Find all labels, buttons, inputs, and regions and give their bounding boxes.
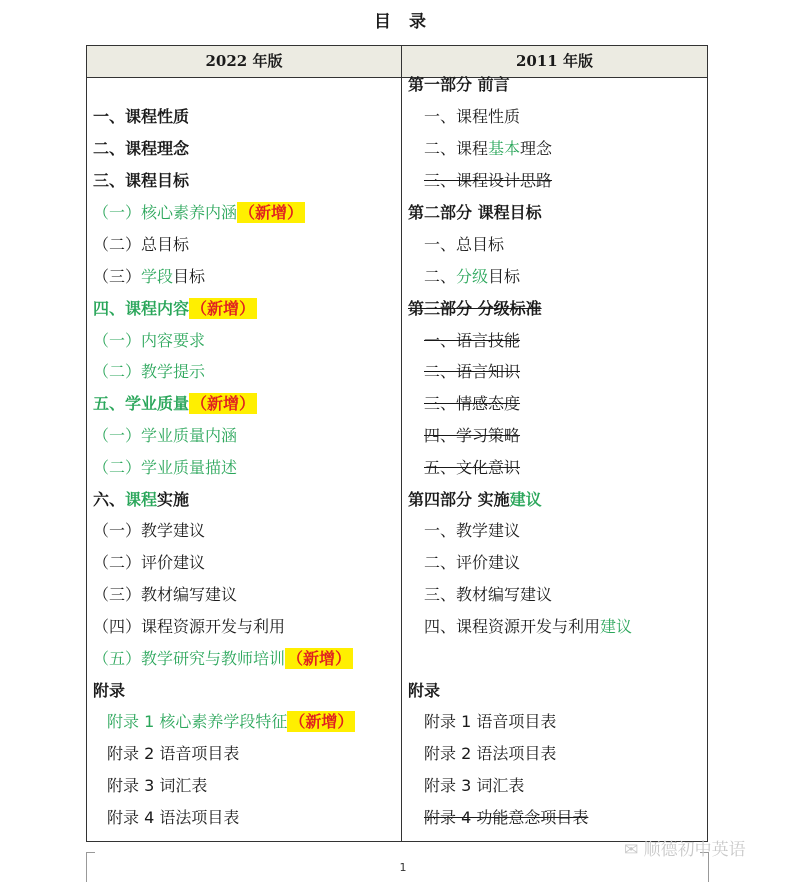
right-item-text: 附录 4 功能意念项目表 [424,808,589,827]
new-badge: （新增） [239,203,304,222]
right-item [424,709,556,735]
right-item [424,582,552,608]
left-item-text: 四、课程内容 [93,299,190,318]
toc-table [86,45,708,842]
right-item [408,487,542,513]
left-item-text: （一）教学建议 [93,521,206,540]
right-item-text: 二、课程 [424,139,489,158]
left-item [93,328,205,354]
right-item-text: 附录 2 语法项目表 [424,744,557,763]
right-item-text: 五、文化意识 [424,458,521,477]
left-item-text: 目标 [173,267,206,286]
left-item [93,518,205,544]
left-item-text: 一、课程性质 [93,107,190,126]
left-item [93,264,205,290]
left-item [93,232,189,258]
right-item [424,168,552,194]
right-item-text: 一、课程性质 [424,107,521,126]
left-item-text: 附录 2 语音项目表 [107,744,240,763]
left-item [93,423,237,449]
right-item-text: 三、教材编写建议 [424,585,553,604]
right-item [424,264,520,290]
left-item-text: 六、 [93,490,126,509]
header-2022: 2022 年版 [205,52,283,70]
right-item [424,423,520,449]
right-item [424,328,520,354]
column-divider [401,46,402,841]
right-item-text: 第二部分 课程目标 [408,203,542,222]
right-item-text: 三、情感态度 [424,394,521,413]
right-item [424,391,520,417]
left-item-text: 三、课程目标 [93,171,190,190]
left-item-text: （一）核心素养内涵 [93,203,238,222]
right-item-text: 二、 [424,267,457,286]
right-item [408,72,510,98]
left-item-text: 附录 1 核心素养学段特征 [107,712,288,731]
right-item [424,773,524,799]
new-badge: （新增） [191,299,256,318]
left-item [93,200,305,226]
left-item [93,614,285,640]
right-item-text: 三、课程设计思路 [424,171,553,190]
left-item-text: 实施 [157,490,190,509]
left-item [107,805,239,831]
new-badge: （新增） [289,712,354,731]
right-item-text: 基本 [488,139,521,158]
right-item-text: 二、语言知识 [424,362,521,381]
right-item [408,678,440,704]
left-item-text: 课程 [125,490,158,509]
left-item [93,168,189,194]
right-item-text: 目标 [488,267,521,286]
right-item-text: 四、学习策略 [424,426,521,445]
left-item [93,550,205,576]
table-header [87,46,707,78]
page-title: 目 录 [374,12,432,32]
right-item-text: 二、评价建议 [424,553,521,572]
left-item [93,359,205,385]
header-2011: 2011 年版 [516,52,593,70]
new-badge: （新增） [191,394,256,413]
right-item [424,550,520,576]
watermark-text: 顺德初中英语 [643,840,746,860]
left-item-text: （二）评价建议 [93,553,206,572]
right-item [424,104,520,130]
right-item [424,805,588,831]
left-item-text: 附录 3 词汇表 [107,776,208,795]
right-item [424,741,556,767]
right-item-text: 一、教学建议 [424,521,521,540]
left-item [107,773,207,799]
left-item-text: （五）教学研究与教师培训 [93,649,286,668]
right-item-text: 理念 [520,139,553,158]
left-item [93,487,189,513]
left-item-text: （四）课程资源开发与利用 [93,617,286,636]
right-item-text: 一、总目标 [424,235,505,254]
left-item [107,709,355,735]
left-item-text: （二）学业质量描述 [93,458,238,477]
left-item-text: （二）教学提示 [93,362,206,381]
left-item [93,678,125,704]
left-item-text: （三）教材编写建议 [93,585,238,604]
right-item-text: 一、语言技能 [424,331,521,350]
left-item-text: 二、课程理念 [93,139,190,158]
left-item-text: （一）内容要求 [93,331,206,350]
right-item [424,136,552,162]
left-item [93,391,257,417]
left-item-text: （二）总目标 [93,235,190,254]
right-item [424,232,504,258]
right-item [424,455,520,481]
right-item-text: 建议 [509,490,542,509]
right-item-text: 附录 3 词汇表 [424,776,525,795]
left-item [93,455,237,481]
left-item-text: 五、学业质量 [93,394,190,413]
left-item [93,104,189,130]
left-item [93,646,353,672]
wechat-icon: ✉ [624,840,644,860]
right-item-text: 第四部分 实施 [408,490,510,509]
right-item-text: 分级 [456,267,489,286]
left-item [107,741,239,767]
left-item-text: 附录 4 语法项目表 [107,808,240,827]
right-item-text: 附录 1 语音项目表 [424,712,557,731]
left-item-text: 附录 [93,681,126,700]
right-item [424,359,520,385]
left-item [93,136,189,162]
left-item-text: 学段 [141,267,174,286]
watermark [624,835,746,860]
right-item-text: 附录 [408,681,441,700]
right-item [424,518,520,544]
left-item-text: （三） [93,267,142,286]
left-item [93,296,257,322]
right-item-text: 建议 [600,617,633,636]
right-item [408,296,542,322]
right-item-text: 第三部分 分级标准 [408,299,542,318]
left-item [93,582,237,608]
right-item [424,614,632,640]
left-item-text: （一）学业质量内涵 [93,426,238,445]
right-item [408,200,542,226]
right-item-text: 四、课程资源开发与利用 [424,617,601,636]
page-number: 1 [399,861,407,874]
right-item-text: 第一部分 前言 [408,75,510,94]
new-badge: （新增） [287,649,352,668]
